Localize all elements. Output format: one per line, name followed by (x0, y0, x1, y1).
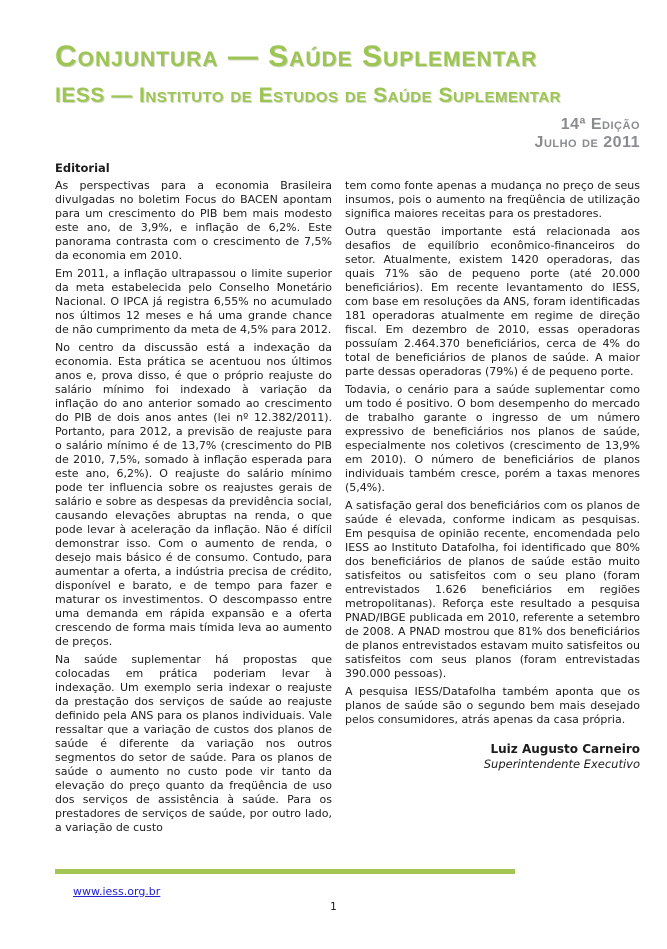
edition-number: 14ª Edição (560, 116, 640, 133)
editorial-paragraph: As perspectivas para a economia Brasileira divulgadas no boletim Focus do BACEN apontam para um crescimento do PIB bem mais modesto este ano, de 3,9%, e inflação de 6,2%. Este panorama contrasta com o crescimento de 7,5% da economia em 2010. (55, 179, 332, 262)
footer-rule (55, 869, 515, 874)
signature-block (345, 742, 640, 772)
editorial-paragraph: Na saúde suplementar há propostas que colocadas em prática poderiam levar à indexação. Um exemplo seria indexar o reajuste da prestação dos serviços de saúde ao reajuste definido pela ANS para os planos individuais. Vale ressaltar que a variação de custos dos planos de saúde é diferente da variação nos outros segmentos do setor de saúde. Para os planos de saúde o aumento no custo pode vir tanto da elevação do preço quanto da freqüência de uso dos serviços de assistência à saúde. Para os prestadores de serviços de saúde, por outro lado, a variação de custo (55, 653, 332, 834)
left-column (55, 161, 332, 839)
editorial-paragraph: Todavia, o cenário para a saúde suplementar como um todo é positivo. O bom desempenho do mercado de trabalho garante o ingresso de um número expressivo de beneficiários nos planos de saúde, especialmente nos coletivos (crescimento de 13,9% em 2010). O número de beneficiários de planos individuais também cresce, porém a taxas menores (5,4%). (345, 383, 640, 494)
editorial-paragraph: A satisfação geral dos beneficiários com os planos de saúde é elevada, conforme indicam as pesquisas. Em pesquisa de opinião recente, encomendada pelo IESS ao Instituto Datafolha, foi identificado que 80% dos beneficiários de planos de saúde estão muito satisfeitos ou satisfeitos com o seu plano (foram entrevistados 1.626 beneficiários em regiões metropolitanas). Reforça este resultado a pesquisa PNAD/IBGE publicada em 2010, referente a setembro de 2008. A PNAD mostrou que 81% dos beneficiários de planos entrevistados estavam muito satisfeitos ou satisfeitos com seus planos (foram entrevistadas 390.000 pessoas). (345, 499, 640, 680)
editorial-paragraph: No centro da discussão está a indexação da economia. Esta prática se acentuou nos últimos anos e, prova disso, é que o próprio reajuste do salário mínimo foi indexado à variação da inflação do ano anterior somado ao crescimento do PIB de dois anos antes (lei nº 12.382/2011). Portanto, para 2012, a previsão de reajuste para o salário mínimo é de 13,7% (crescimento do PIB de 2010, 7,5%, somado à inflação esperada para este ano, 6,2%). O reajuste do salário mínimo pode ter influencia sobre os reajustes gerais de salário e sobre as despesas da previdência social, causando elevações abruptas na renda, o que pode levar à aceleração da inflação. Não é difícil demonstrar isso. Com o aumento de renda, o desejo mais básico é de consumo. Contudo, para aumentar a oferta, a indústria precisa de crédito, disponível e barato, e de tempo para fazer e maturar os investimentos. O descompasso entre uma demanda em rápida expansão e a oferta crescendo de forma mais tímida leva ao aumento de preços. (55, 341, 332, 648)
edition-date: Julho de 2011 (534, 134, 640, 151)
signature-role: Superintendente Executivo (483, 757, 640, 771)
page-number: 1 (330, 901, 337, 913)
editorial-content (55, 161, 640, 839)
website-link[interactable]: www.iess.org.br (73, 885, 161, 898)
editorial-paragraph: A pesquisa IESS/Datafolha também aponta que os planos de saúde são o segundo bem mais desejado pelos consumidores, atrás apenas da casa própria. (345, 685, 640, 726)
newsletter-title: Conjuntura — Saúde Suplementar (55, 40, 538, 73)
header (55, 42, 640, 152)
editorial-paragraph: Em 2011, a inflação ultrapassou o limite superior da meta estabelecida pelo Conselho Monetário Nacional. O IPCA já registra 6,55% no acumulado nos últimos 12 meses e há uma grande chance de não cumprimento da meta de 4,5% para 2012. (55, 267, 332, 336)
editorial-paragraph: Outra questão importante está relacionada aos desafios de equilíbrio econômico-financeiros do setor. Atualmente, existem 1420 operadoras, das quais 71% são de pequeno porte (até 20.000 beneficiários). Em recente levantamento do IESS, com base em resoluções da ANS, foram identificadas 181 operadoras atualmente em regime de direção fiscal. Em dezembro de 2010, essas operadoras possuíam 2.464.370 beneficiários, cerca de 4% do total de beneficiários de planos de saúde. A maior parte dessas operadoras (79%) é de pequeno porte. (345, 225, 640, 378)
newsletter-subtitle: IESS — Instituto de Estudos de Saúde Suplementar (55, 84, 562, 107)
edition-block (55, 116, 640, 152)
editorial-heading: Editorial (55, 161, 110, 175)
editorial-paragraph: tem como fonte apenas a mudança no preço de seus insumos, pois o aumento na freqüência de utilização significa maiores receitas para os prestadores. (345, 179, 640, 220)
right-column (345, 161, 640, 839)
signature-name: Luiz Augusto Carneiro (490, 742, 640, 756)
